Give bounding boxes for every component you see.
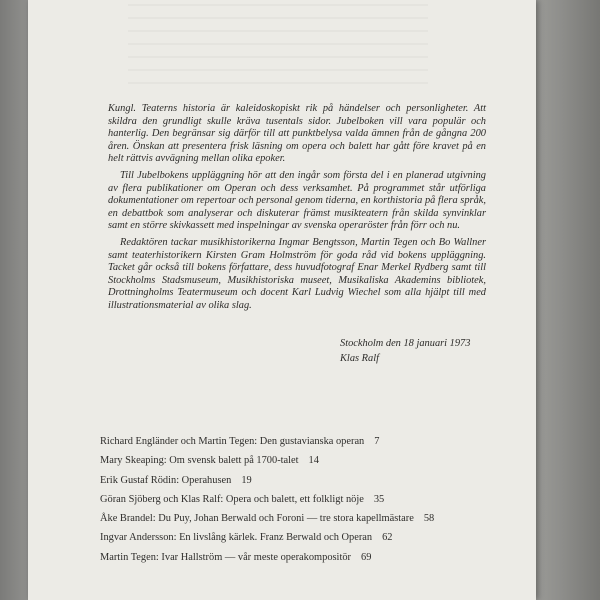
toc-entry-title: Ingvar Andersson: En livslång kärlek. Franz Berwald och Operan [100,532,373,544]
toc-entry-title: Erik Gustaf Rödin: Operahusen [100,474,232,486]
table-of-contents [100,432,510,567]
bleed-through-text [128,4,428,90]
toc-entry-title: Mary Skeaping: Om svensk balett på 1700-talet [100,455,299,467]
preface-paragraph-3: Redaktören tackar musikhistorikerna Ingmar Bengtsson, Martin Tegen och Bo Wallner samt teaterhistorikern Kirsten Gram Holmström för goda råd vid bokens uppläggning. Tacket går också till bokens författare, dess huvudfotograf Enar Merkel Rydberg samt till Stockholms Stadsmuseum, Musikhistoriska museet, Musikaliska Akademins bibliotek, Drottningholms Teatermuseum och docent Karl Ludvig Wiechel som alla hjälpt till med illustrationsmaterial av olika slag. [108,236,486,311]
toc-item [100,451,510,470]
toc-item [100,490,510,509]
toc-item [100,528,510,547]
toc-page-number: 14 [308,455,319,467]
preface-paragraph-2: Till Jubelbokens uppläggning hör att den ingår som första del i en planerad utgivning av flera publikationer om Operan och dess verksamhet. På programmet står utförliga dokumentationer om repertoar och personal genom tiderna, en korthistoria på flera språk, en debattbok som analyserar och diskuterar främst musikteatern från skilda synvinklar samt en större skivkassett med inspelningar av svenska operaröster från förr och nu. [108,169,486,232]
toc-entry-title: Göran Sjöberg och Klas Ralf: Opera och balett, ett folkligt nöje [100,493,364,505]
preface [108,103,486,317]
toc-page-number: 69 [361,551,372,563]
toc-entry-title: Åke Brandel: Du Puy, Johan Berwald och Foroni — tre stora kapellmästare [100,513,414,525]
toc-page-number: 35 [373,493,385,505]
toc-item [100,432,510,451]
author-name: Klas Ralf [340,353,379,364]
toc-entry-title: Richard Engländer och Martin Tegen: Den gustavianska operan [100,436,365,447]
toc-page-number: 62 [382,532,393,544]
preface-paragraph-1: Kungl. Teaterns historia är kaleidoskopiskt rik på händelser och personligheter. Att skildra den grundligt skulle kräva tusentals sidor. Jubelboken vill vara populär och hanterlig. Den begränsar sig därför till att punktbelysa valda ämnen från de gångna 200 åren. Önskan att presentera frisk läsning om opera och balett har gått före kravet på en helt rättvis avvägning mellan olika epoker. [108,103,486,165]
toc-page-number: 7 [374,436,380,447]
toc-page-number: 58 [423,513,435,525]
signature-block [340,336,470,366]
toc-entry-title: Martin Tegen: Ivar Hallström — vår meste operakompositör [100,551,351,563]
toc-item [100,548,510,567]
place-date: Stockholm den 18 januari 1973 [340,338,471,349]
toc-item [100,509,510,528]
toc-item [100,471,510,490]
toc-page-number: 19 [241,474,252,486]
